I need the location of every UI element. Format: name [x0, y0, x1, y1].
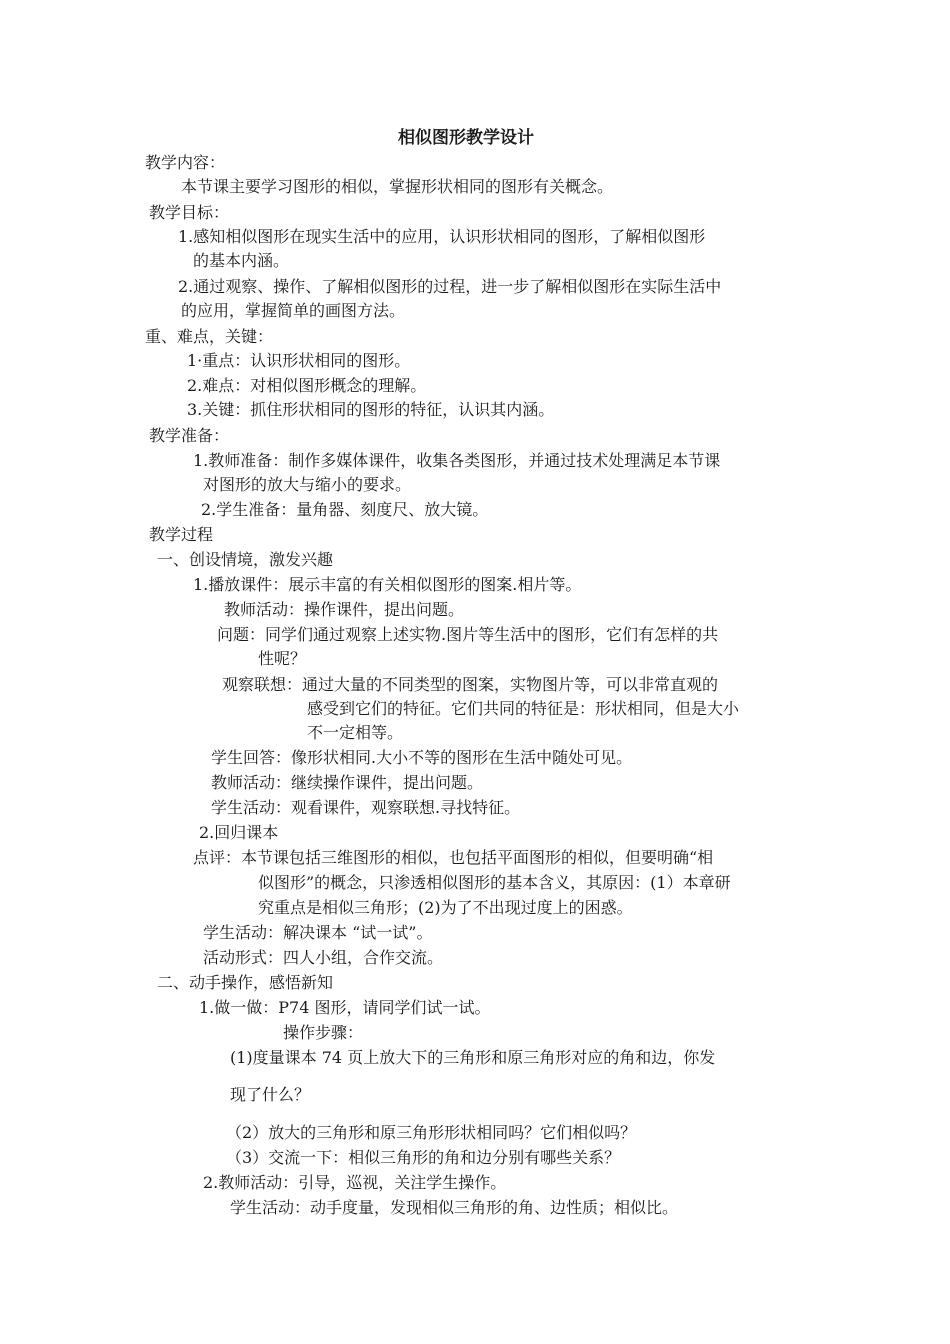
- text-line: 观察联想：通过大量的不同类型的图案，实物图片等，可以非常直观的: [222, 675, 719, 694]
- text-line: 教师活动：继续操作课件，提出问题。: [211, 773, 484, 792]
- text-line: 一、创设情境，激发兴趣: [157, 550, 334, 569]
- text-line: 2.教师活动：引导，巡视，关注学生操作。: [203, 1173, 507, 1192]
- text-line: 操作步骤：: [283, 1023, 364, 1042]
- text-line: 感受到它们的特征。它们共同的特征是：形状相同，但是大小: [307, 699, 740, 718]
- text-line: 1.感知相似图形在现实生活中的应用，认识形状相同的图形，了解相似图形: [178, 227, 706, 246]
- text-line: 教学目标：: [149, 203, 230, 222]
- text-line: 二、动手操作，感悟新知: [157, 973, 334, 992]
- text-line: 学生回答：像形状相同.大小不等的图形在生活中随处可见。: [211, 748, 633, 767]
- text-line: 究重点是相似三角形；(2)为了不出现过度上的困惑。: [258, 898, 633, 917]
- text-line: 1.播放课件：展示丰富的有关相似图形的图案.相片等。: [193, 575, 582, 594]
- text-line: 问题：同学们通过观察上述实物.图片等生活中的图形，它们有怎样的共: [217, 625, 719, 644]
- text-line: 1·重点：认识形状相同的图形。: [187, 351, 411, 370]
- text-line: 2.通过观察、操作、了解相似图形的过程，进一步了解相似图形在实际生活中: [178, 277, 722, 296]
- text-line: (1)度量课本 74 页上放大下的三角形和原三角形对应的角和边，你发: [230, 1048, 716, 1067]
- page-title: 相似图形教学设计: [398, 128, 534, 148]
- text-line: 教师活动：操作课件，提出问题。: [224, 600, 465, 619]
- text-line: 3.关键：抓住形状相同的图形的特征，认识其内涵。: [187, 400, 555, 419]
- text-line: 教学内容：: [145, 153, 226, 172]
- text-line: 2.学生准备：量角器、刻度尺、放大镜。: [201, 500, 489, 519]
- text-line: 重、难点，关键：: [145, 327, 274, 346]
- text-line: 活动形式：四人小组，合作交流。: [203, 948, 444, 967]
- text-line: 学生活动：观看课件，观察联想.寻找特征。: [211, 798, 521, 817]
- text-line: 现了什么？: [230, 1085, 311, 1104]
- text-line: 不一定相等。: [307, 723, 404, 742]
- text-line: 本节课主要学习图形的相似，掌握形状相同的图形有关概念。: [181, 177, 614, 196]
- text-line: （2）放大的三角形和原三角形形状相同吗？它们相似吗？: [226, 1123, 637, 1142]
- text-line: 教学准备：: [149, 426, 230, 445]
- text-line: 2.难点：对相似图形概念的理解。: [187, 376, 427, 395]
- text-line: 学生活动：动手度量，发现相似三角形的角、边性质；相似比。: [230, 1198, 679, 1217]
- text-line: 教学过程: [149, 525, 214, 544]
- text-line: 的基本内涵。: [193, 251, 290, 270]
- text-line: 似图形”的概念，只渗透相似图形的基本含义，其原因：(1）本章研: [258, 873, 731, 892]
- text-line: （3）交流一下：相似三角形的角和边分别有哪些关系？: [226, 1148, 621, 1167]
- text-line: 学生活动：解决课本 “试一试”。: [203, 923, 433, 942]
- text-line: 的应用，掌握简单的画图方法。: [181, 301, 406, 320]
- text-line: 2.回归课本: [199, 823, 279, 842]
- text-line: 1.做一做：P74 图形，请同学们试一试。: [199, 998, 491, 1017]
- text-line: 1.教师准备：制作多媒体课件，收集各类图形，并通过技术处理满足本节课: [193, 451, 721, 470]
- text-line: 对图形的放大与缩小的要求。: [203, 475, 412, 494]
- text-line: 点评：本节课包括三维图形的相似，也包括平面图形的相似，但要明确“相: [193, 848, 714, 867]
- text-line: 性呢？: [258, 649, 307, 668]
